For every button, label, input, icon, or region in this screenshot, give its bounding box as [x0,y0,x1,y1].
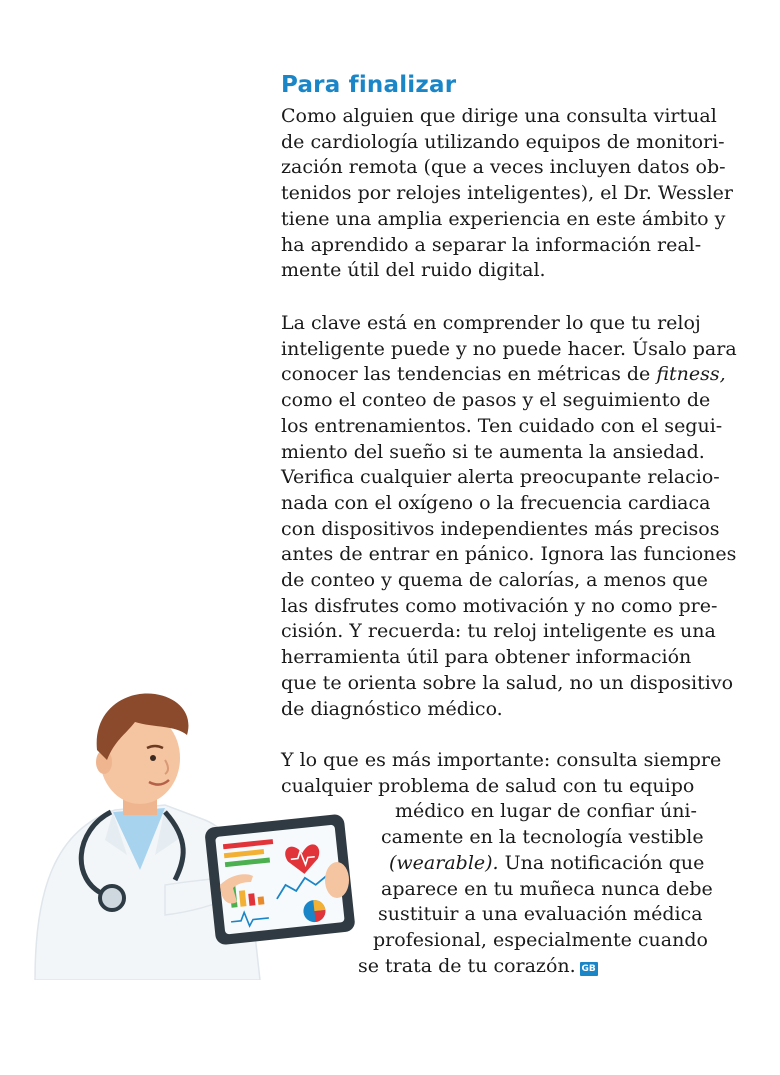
text-line [389,851,704,877]
text-line: con dispositivos independientes más precisos [281,517,720,540]
text-line: camente en la tecnología vestible [381,826,704,849]
text-line: Y lo que es más importante: consulta siempre [281,749,722,771]
text-line: que te orienta sobre la salud, no un dispositivo [281,671,734,694]
text-line [358,954,598,980]
text-line: mente útil del ruido digital. [281,259,546,282]
text-line: Como alguien que dirige una consulta virtual [281,105,717,127]
doctor-with-tablet-icon [15,680,365,980]
paragraph-advice [281,311,741,722]
text-line: de cardiología utilizando equipos de monitori- [281,130,725,153]
text-line: profesional, especialmente cuando [373,928,708,951]
text-run: se trata de tu corazón. [358,954,576,977]
italic-term-fitness: fitness, [656,363,726,386]
text-line: nada con el oxígeno o la frecuencia cardiaca [281,491,711,514]
text-line: tenidos por relojes inteligentes), el Dr. Wessler [281,182,733,205]
text-line: cisión. Y recuerda: tu reloj inteligente es una [281,620,716,643]
text-line: La clave está en comprender lo que tu reloj [281,312,701,334]
text-line: herramienta útil para obtener información [281,646,692,669]
text-line: cualquier problema de salud con tu equipo [281,774,695,797]
text-line [281,362,741,388]
section-heading: Para finalizar [281,72,457,98]
text-line: zación remota (que a veces incluyen datos ob- [281,156,726,179]
text-line: médico en lugar de confiar úni- [395,800,697,823]
text-line: inteligente puede y no puede hacer. Úsalo para [281,337,737,360]
doctor-illustration [15,680,365,984]
text-run: Una notificación que [498,851,705,874]
text-line: las disfrutes como motivación y no como pre- [281,594,718,617]
paragraph-intro [281,104,741,284]
italic-term-wearable: (wearable). [389,851,499,874]
text-line: como el conteo de pasos y el seguimiento de [281,389,711,412]
text-run: conocer las tendencias en métricas de [281,363,657,386]
text-line: sustituir a una evaluación médica [378,903,703,926]
text-line: tiene una amplia experiencia en este ámbito y [281,207,726,230]
text-line: de conteo y quema de calorías, a menos que [281,569,708,592]
text-line: de diagnóstico médico. [281,697,503,720]
text-line: Verifica cualquier alerta preocupante relacio- [281,466,720,489]
text-line: miento del sueño si te aumenta la ansiedad. [281,440,705,463]
text-line: aparece en tu muñeca nunca debe [381,877,713,900]
text-line: ha aprendido a separar la información real- [281,233,702,256]
text-line: los entrenamientos. Ten cuidado con el segui- [281,414,723,437]
end-mark-icon: GB [581,963,596,974]
text-line: antes de entrar en pánico. Ignora las funciones [281,543,737,566]
